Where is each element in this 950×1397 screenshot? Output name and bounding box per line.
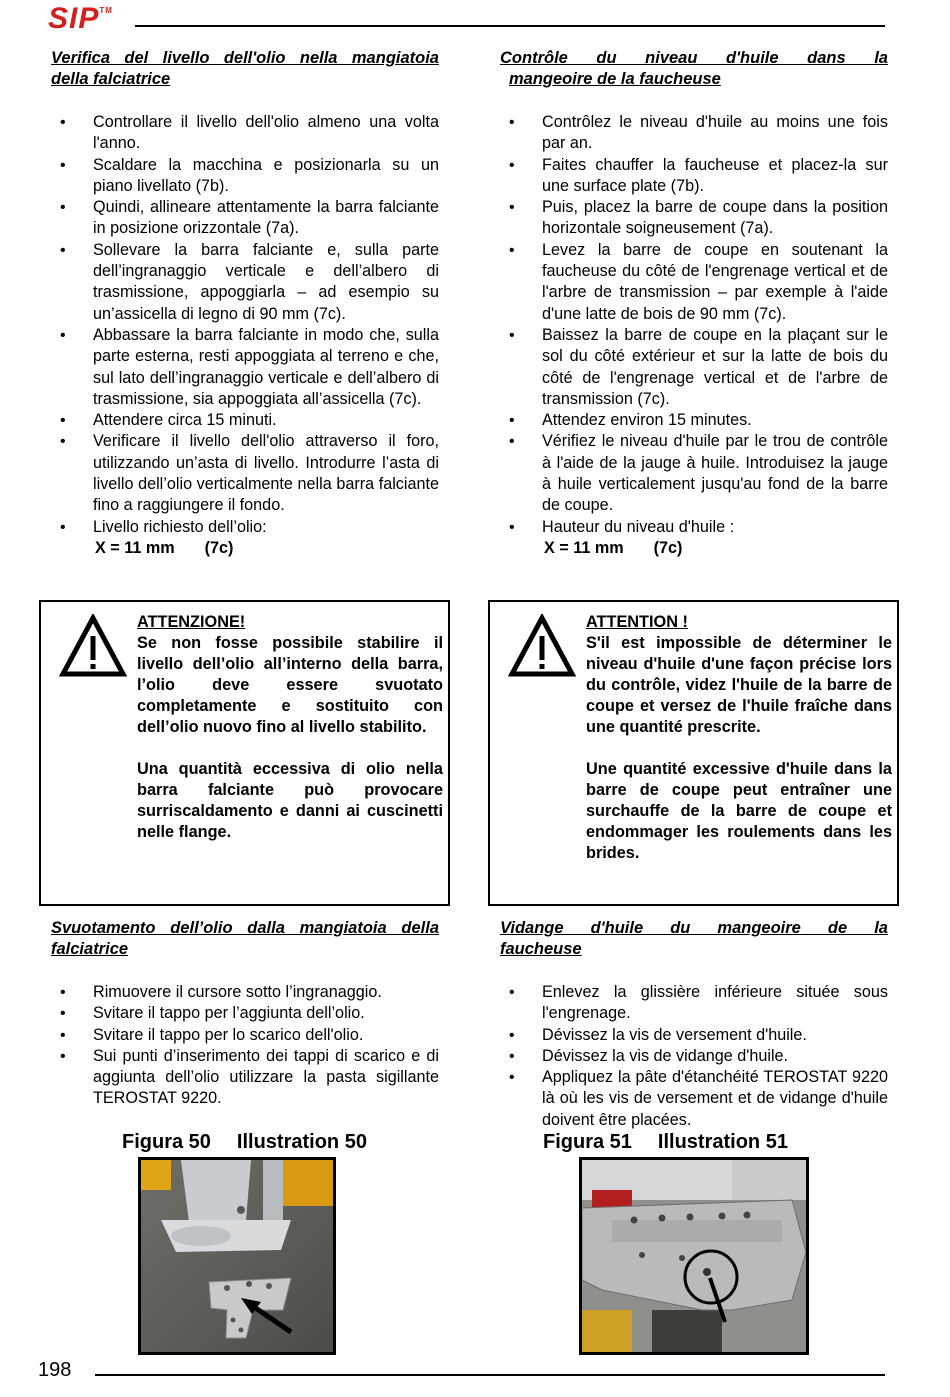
figure-51-photo xyxy=(579,1157,809,1355)
right-oil-check-heading: Contrôle du niveau d'huile dans la mangeoire de la faucheuse xyxy=(500,49,888,88)
list-item: • Abbassare la barra falciante in modo che, sulla parte esterna, resti appoggiata al terreno e che, sul lato dell’ingranaggio verticale e dell’albero di trasmissione, sia appoggiata all’assicella (7c). xyxy=(51,325,439,410)
warning-paragraph: Une quantité excessive d'huile dans la barre de coupe peut entraîner une surchauffe de la barre de coupe et endommager les roulements dans les brides. xyxy=(586,760,892,862)
list-item: • Verificare il livello dell'olio attraverso il foro, utilizzando un’asta di livello. Introdurre l’asta di livello dell’olio verticalmente nella barra falciante fino a raggiungere il fondo. xyxy=(51,431,439,516)
list-item: • Sui punti d’inserimento dei tappi di scarico e di aggiunta dell’olio utilizzare la pasta sigillante TEROSTAT 9220. xyxy=(51,1046,439,1110)
left-oil-drain-section xyxy=(51,918,439,960)
list-item: • Sollevare la barra falciante e, sulla parte dell’ingranaggio verticale e dell’albero di trasmissione, appoggiarla – ad esempio su un’assicella di legno di 90 mm (7c). xyxy=(51,240,439,325)
header-rule xyxy=(135,25,885,27)
list-item: • Vérifiez le niveau d'huile par le trou de contrôle à l'aide de la jauge à huile. Introduisez la jauge à huile verticalement jusqu'au fond de la barre de coupe. xyxy=(500,431,888,516)
warning-title: ATTENZIONE! xyxy=(137,613,246,631)
sip-logo: SIP™ xyxy=(48,2,113,35)
page-number: 198 xyxy=(38,1359,72,1381)
left-oil-check-list xyxy=(51,112,439,538)
right-oil-level-value: X = 11 mm (7c) xyxy=(544,538,683,557)
list-item: • Levez la barre de coupe en soutenant la faucheuse du côté de l'engrenage vertical et de l'arbre de transmission – par exemple à l'aide d'une latte de bois de 90 mm (7c). xyxy=(500,240,888,325)
list-item: • Faites chauffer la faucheuse et placez-la sur une surface plate (7b). xyxy=(500,155,888,198)
list-item: • Dévissez la vis de vidange d'huile. xyxy=(500,1046,888,1067)
warning-triangle-icon xyxy=(508,614,576,678)
right-warning-text xyxy=(586,612,892,864)
figure-51-title: Figura 51 Illustration 51 xyxy=(543,1131,788,1153)
gearbox-drain-photo-image xyxy=(141,1160,333,1352)
right-oil-drain-list xyxy=(500,982,888,1131)
left-oil-drain-list xyxy=(51,982,439,1110)
warning-title: ATTENTION ! xyxy=(586,613,688,631)
warning-paragraph: S'il est impossible de déterminer le niveau d'huile d'une façon précise lors du contrôle, videz l'huile de la barre de coupe et versez de l'huile fraîche dans une quantité prescrite. xyxy=(586,634,892,736)
figure-50-photo xyxy=(138,1157,336,1355)
left-oil-check-list-wrap xyxy=(51,112,439,559)
cutter-bar-drain-photo-image xyxy=(582,1160,806,1352)
list-item: • Appliquez la pâte d'étanchéité TEROSTAT 9220 là où les vis de versement et de vidange d'huile doivent être placées. xyxy=(500,1067,888,1131)
right-oil-drain-list-wrap xyxy=(500,982,888,1131)
list-item: • Controllare il livello dell'olio almeno una volta l'anno. xyxy=(51,112,439,155)
list-item: • Attendez environ 15 minutes. xyxy=(500,410,888,431)
list-item: • Hauteur du niveau d'huile : xyxy=(500,517,888,538)
list-item: • Svitare il tappo per l’aggiunta dell’olio. xyxy=(51,1003,439,1024)
list-item: • Livello richiesto dell’olio: xyxy=(51,517,439,538)
list-item: • Quindi, allineare attentamente la barra falciante in posizione orizzontale (7a). xyxy=(51,197,439,240)
right-oil-drain-heading: Vidange d'huile du mangeoire de la faucheuse xyxy=(500,919,888,958)
right-oil-check-section xyxy=(500,48,888,90)
right-oil-drain-section xyxy=(500,918,888,960)
right-oil-check-list-wrap xyxy=(500,112,888,559)
warning-paragraph: Se non fosse possibile stabilire il livello dell’olio all’interno della barra, l’olio deve essere svuotato completamente e sostituito con dell’olio nuovo fino al livello stabilito. xyxy=(137,634,443,736)
list-item: • Attendere circa 15 minuti. xyxy=(51,410,439,431)
warning-triangle-icon xyxy=(59,614,127,678)
list-item: • Enlevez la glissière inférieure située sous l'engrenage. xyxy=(500,982,888,1025)
left-warning-text xyxy=(137,612,443,843)
left-warning-box xyxy=(39,600,450,906)
footer-rule xyxy=(95,1374,885,1376)
left-oil-drain-heading: Svuotamento dell’olio dalla mangiatoia della falciatrice xyxy=(51,919,439,958)
left-oil-check-section xyxy=(51,48,439,90)
list-item: • Baissez la barre de coupe en la plaçant sur le sol du côté extérieur et sur la latte de bois du côté de l'engrenage vertical et de l'arbre de transmission (7c). xyxy=(500,325,888,410)
list-item: • Dévissez la vis de versement d'huile. xyxy=(500,1025,888,1046)
right-warning-box xyxy=(488,600,899,906)
list-item: • Svitare il tappo per lo scarico dell'olio. xyxy=(51,1025,439,1046)
list-item: • Scaldare la macchina e posizionarla su un piano livellato (7b). xyxy=(51,155,439,198)
left-oil-drain-list-wrap xyxy=(51,982,439,1110)
list-item: • Rimuovere il cursore sotto l’ingranaggio. xyxy=(51,982,439,1003)
list-item: • Puis, placez la barre de coupe dans la position horizontale soigneusement (7a). xyxy=(500,197,888,240)
figure-50-title: Figura 50 Illustration 50 xyxy=(122,1131,367,1153)
left-oil-check-heading: Verifica del livello dell'olio nella mangiatoia della falciatrice xyxy=(51,49,439,88)
warning-paragraph: Una quantità eccessiva di olio nella barra falciante può provocare surriscaldamento e danni ai cuscinetti nelle flange. xyxy=(137,760,443,841)
right-oil-check-list xyxy=(500,112,888,538)
list-item: • Contrôlez le niveau d'huile au moins une fois par an. xyxy=(500,112,888,155)
left-oil-level-value: X = 11 mm (7c) xyxy=(95,538,234,557)
